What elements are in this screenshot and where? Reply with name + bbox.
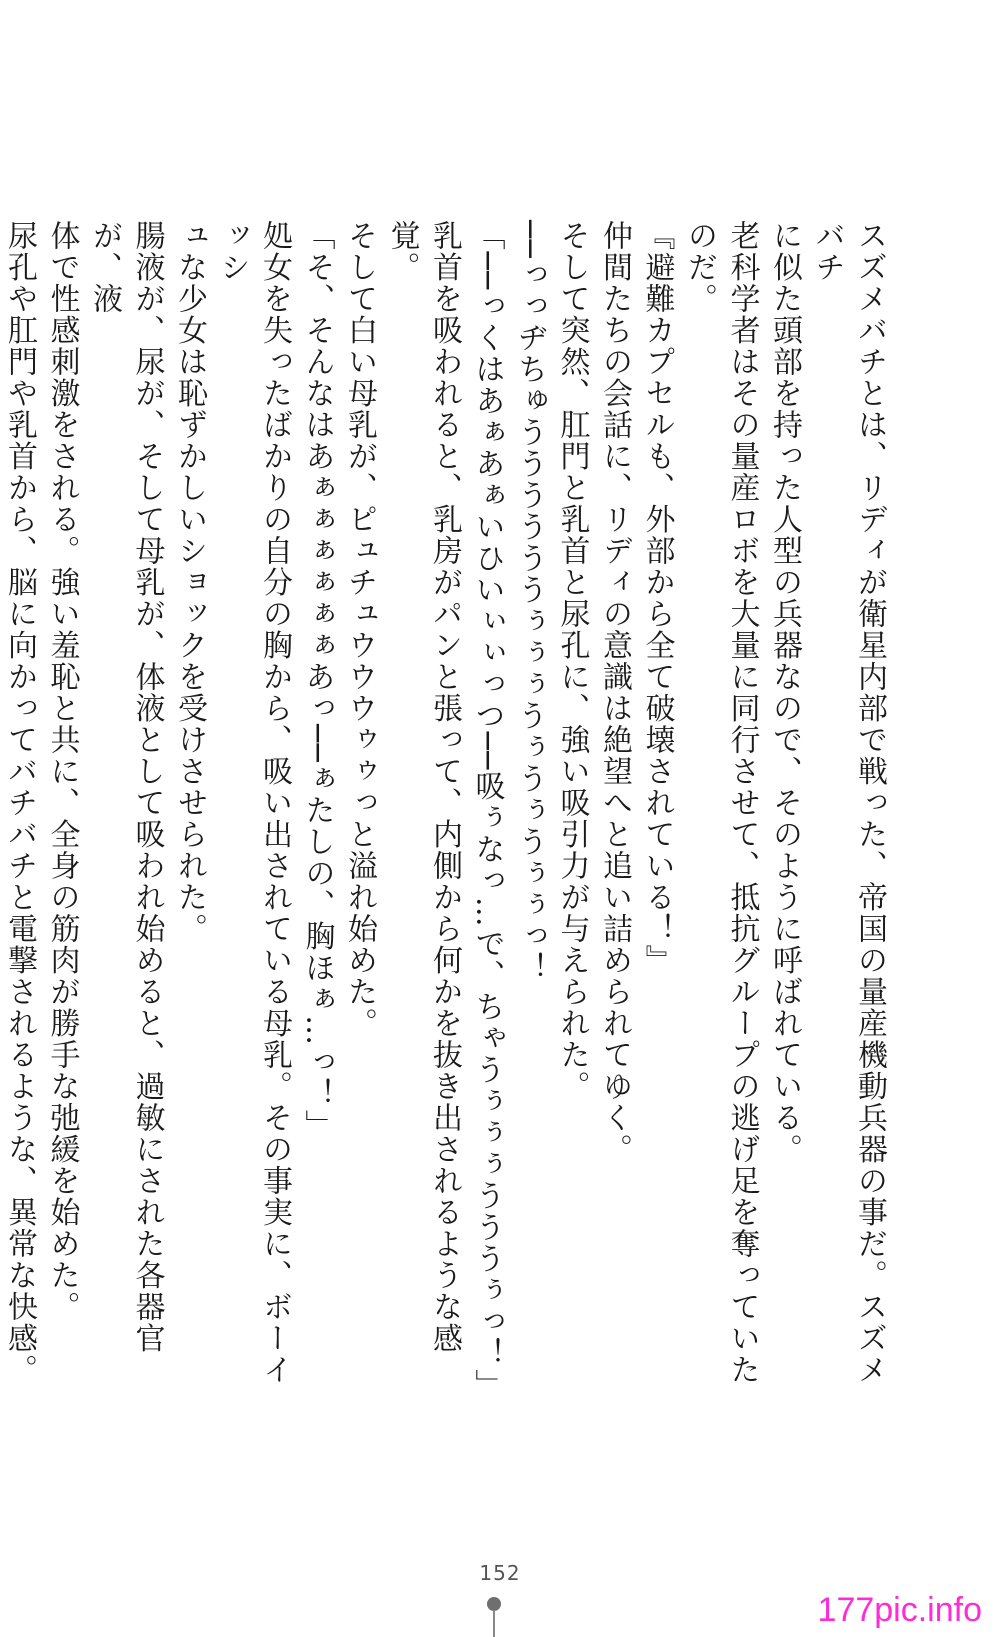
text-line: そして白い母乳が、ピュチュウウウゥゥっと溢れ始めた。 — [342, 220, 377, 1039]
bookmark-thread — [493, 1610, 495, 1637]
text-line: 体で性感刺激をされる。強い羞恥と共に、全身の筋肉が勝手な弛緩を始めた。 — [44, 220, 80, 1323]
text-line: 乳首を吸われると、乳房がパンと張って、内側から何かを抜き出されるような感覚。 — [384, 220, 462, 1354]
text-line: スズメバチとは、リディが衛星内部で戦った、帝国の量産機動兵器の事だ。スズメバチ — [809, 220, 887, 1386]
text-line: ──っっヂちゅううううううぅぅぅうぅうぅうぅぅっ！ — [512, 220, 547, 984]
vertical-text-block — [0, 220, 890, 1400]
text-line: ュな少女は恥ずかしいショックを受けさせられた。 — [172, 220, 207, 945]
watermark-text: 177pic.info — [817, 1591, 982, 1629]
text-line: 腸液が、尿が、そして母乳が、体液として吸われ始めると、過敏にされた各器官が、液 — [87, 220, 165, 1354]
text-line: 『避難カプセルも、外部から全て破壊されている！』 — [639, 220, 675, 976]
text-line: 老科学者はその量産ロボを大量に同行させて、抵抗グループの逃げ足を奪っていたのだ。 — [682, 220, 760, 1386]
text-line: 仲間たちの会話に、リディの意識は絶望へと追い詰められてゆく。 — [597, 220, 632, 1165]
bookmark-dot — [487, 1597, 501, 1611]
text-line: 尿孔や肛門や乳首から、脳に向かってバチバチと電撃されるような、異常な快感。 — [2, 220, 37, 1386]
text-line: 処女を失ったばかりの自分の胸から、吸い出されている母乳。その事実に、ボーイッシ — [214, 220, 292, 1386]
text-line: 「──っくはあぁあぁいひいぃぃっつ──吸ぅなっ…で、ちゃうぅぅぅうううぅっ！」 — [469, 220, 505, 1401]
text-line: に似た頭部を持った人型の兵器なので、そのように呼ばれている。 — [767, 220, 802, 1165]
page-number: 152 — [479, 1561, 521, 1585]
text-line: そして突然、肛門と乳首と尿孔に、強い吸引力が与えられた。 — [554, 220, 590, 1102]
text-line: 「そ、そんなはあぁぁぁぁぁぁあっ──ぁたしの、胸ほぁ…っ！」 — [299, 220, 335, 1142]
